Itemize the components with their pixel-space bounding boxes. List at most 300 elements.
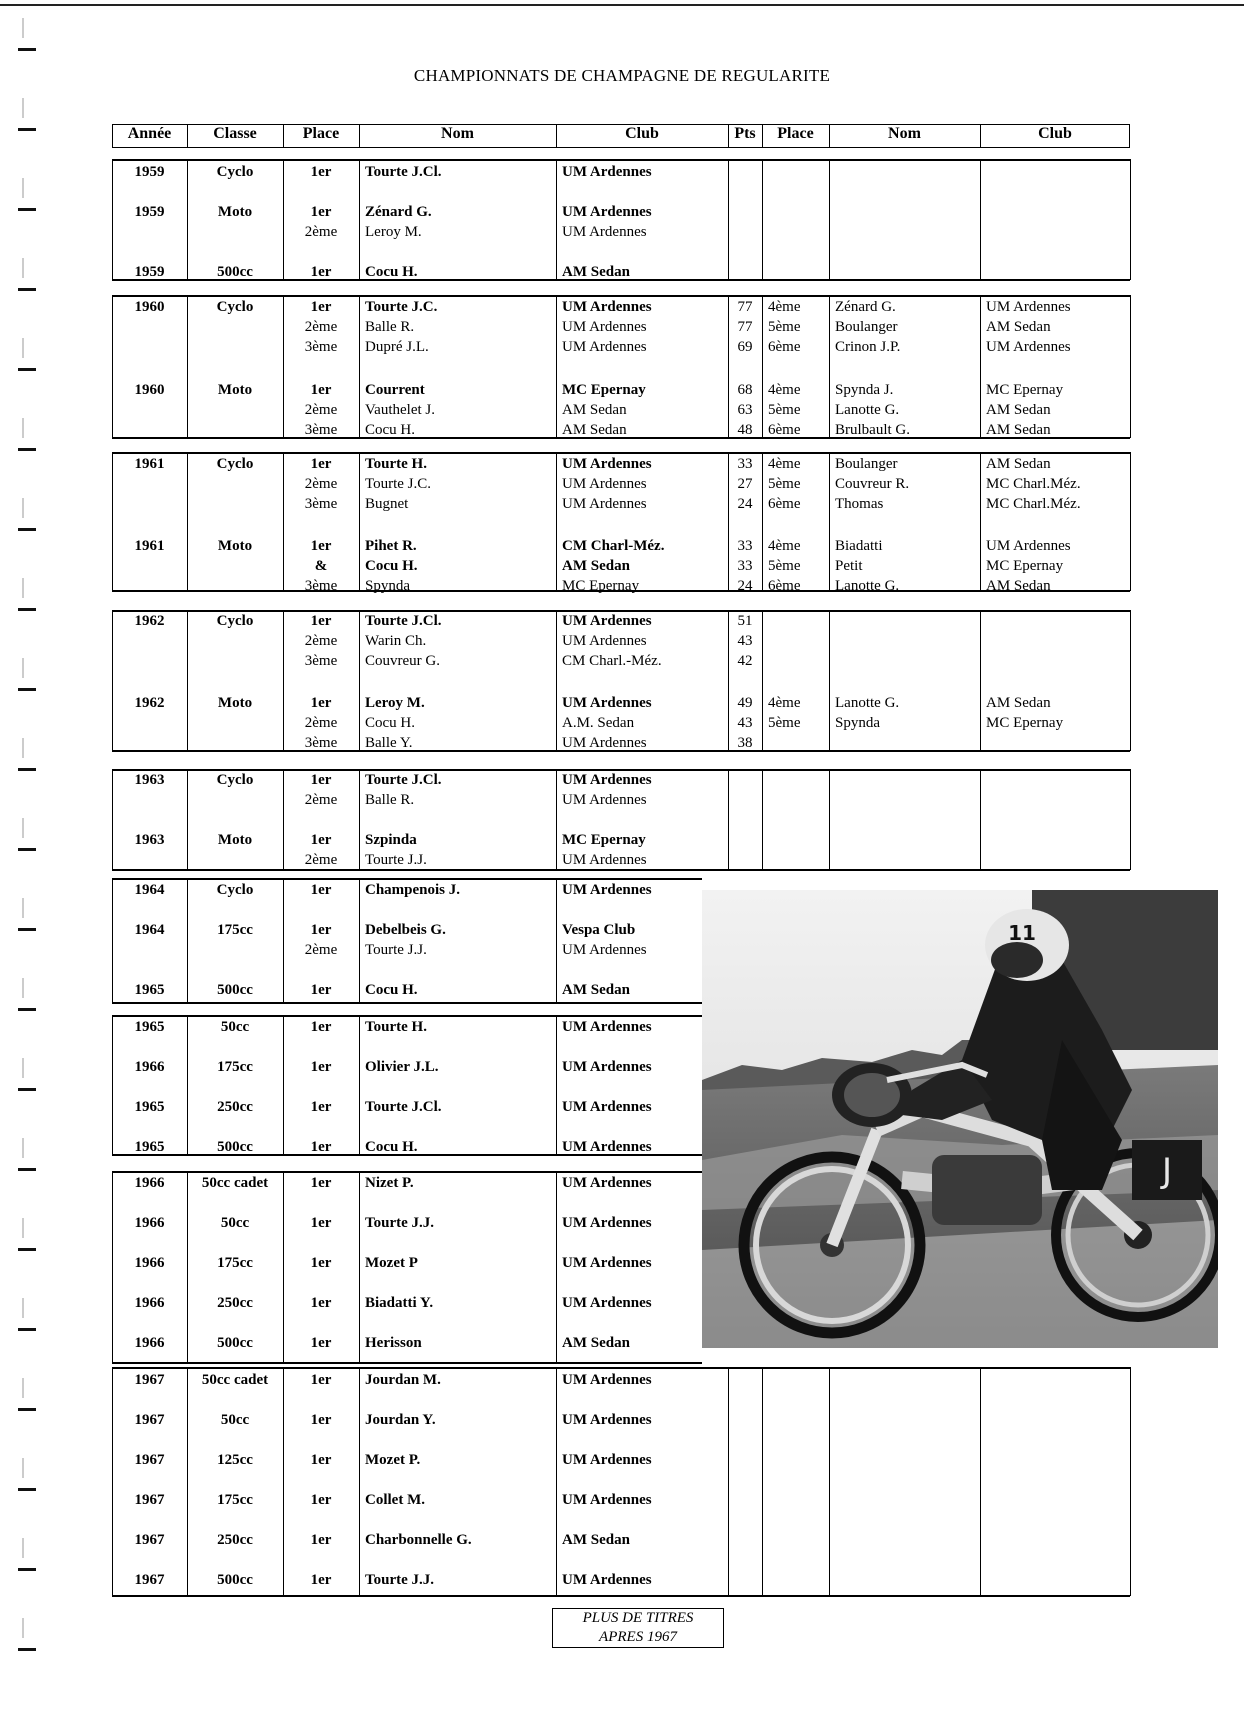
col-divider	[762, 159, 763, 280]
cell-name-2: Spynda	[835, 715, 880, 731]
cell-class: 175cc	[217, 1059, 253, 1075]
cell-name: Bugnet	[365, 496, 409, 512]
group-bottom-border	[112, 1002, 702, 1004]
col-divider	[556, 878, 557, 1003]
cell-year: 1965	[134, 982, 165, 998]
cell-name-2: Boulanger	[835, 319, 898, 335]
cell-place: 1er	[310, 1099, 332, 1115]
cell-place: 3ème	[304, 422, 338, 438]
margin-mark	[18, 688, 36, 691]
cell-class: Moto	[217, 382, 253, 398]
cell-club-2: AM Sedan	[986, 456, 1051, 472]
cell-name: Pihet R.	[365, 538, 417, 554]
margin-tick	[22, 978, 24, 998]
group-left-border	[112, 610, 113, 751]
margin-mark	[18, 448, 36, 451]
margin-tick	[22, 258, 24, 278]
cell-place-2: 5ème	[768, 558, 801, 574]
cell-name: Couvreur G.	[365, 653, 440, 669]
margin-tick	[22, 578, 24, 598]
cell-club: MC Epernay	[562, 832, 646, 848]
cell-place-2: 6ème	[768, 578, 801, 594]
col-divider	[556, 452, 557, 591]
group-top-border	[112, 295, 1130, 297]
cell-place: 2ème	[304, 476, 338, 492]
cell-club: UM Ardennes	[562, 735, 647, 751]
header-4: Club	[625, 125, 659, 142]
group-top-border	[112, 1367, 1130, 1369]
cell-club: UM Ardennes	[562, 1139, 652, 1155]
cell-club: UM Ardennes	[562, 456, 652, 472]
cell-place: 1er	[310, 1452, 332, 1468]
group-bottom-border	[112, 1362, 702, 1364]
cell-place: 1er	[310, 832, 332, 848]
cell-place: 1er	[310, 382, 332, 398]
cell-club-2: MC Epernay	[986, 382, 1064, 398]
cell-name: Tourte H.	[365, 1019, 427, 1035]
cell-name: Jourdan M.	[365, 1372, 441, 1388]
cell-place: 1er	[310, 204, 332, 220]
margin-tick	[22, 418, 24, 438]
cell-place-2: 5ème	[768, 715, 801, 731]
col-divider	[829, 452, 830, 591]
col-divider	[556, 1171, 557, 1363]
cell-class: 50cc	[220, 1019, 250, 1035]
cell-name: Mozet P	[365, 1255, 418, 1271]
col-divider	[728, 159, 729, 280]
cell-club: UM Ardennes	[562, 772, 652, 788]
cell-club-2: AM Sedan	[986, 695, 1051, 711]
group-top-border	[112, 878, 702, 880]
cell-place: 1er	[310, 299, 332, 315]
cell-year: 1963	[134, 772, 165, 788]
cell-place: 1er	[310, 613, 332, 629]
cell-place: 1er	[310, 772, 332, 788]
margin-tick	[22, 98, 24, 118]
cell-name: Cocu H.	[365, 715, 415, 731]
margin-tick	[22, 18, 24, 38]
margin-mark	[18, 288, 36, 291]
note-line-1: PLUS DE TITRES	[582, 1610, 694, 1626]
cell-name-2: Zénard G.	[835, 299, 896, 315]
cell-class: 500cc	[217, 1335, 253, 1351]
col-divider	[556, 295, 557, 438]
margin-mark	[18, 608, 36, 611]
cell-points: 48	[737, 422, 753, 438]
cell-place-2: 5ème	[768, 476, 801, 492]
cell-year: 1967	[134, 1492, 165, 1508]
cell-name: Tourte J.Cl.	[365, 772, 442, 788]
cell-place: 1er	[310, 1412, 332, 1428]
cell-name: Cocu H.	[365, 264, 418, 280]
margin-mark	[18, 128, 36, 131]
cell-club: UM Ardennes	[562, 1295, 652, 1311]
cell-year: 1967	[134, 1452, 165, 1468]
col-divider	[829, 159, 830, 280]
col-divider	[980, 610, 981, 751]
cell-points: 77	[737, 319, 753, 335]
margin-tick	[22, 1378, 24, 1398]
margin-mark	[18, 1008, 36, 1011]
cell-class: 250cc	[217, 1099, 253, 1115]
cell-club: CM Charl.-Méz.	[562, 653, 662, 669]
cell-name: Herisson	[365, 1335, 422, 1351]
header-3: Nom	[441, 125, 474, 142]
cell-name-2: Biadatti	[835, 538, 883, 554]
cell-year: 1966	[134, 1295, 165, 1311]
margin-mark	[18, 928, 36, 931]
margin-tick	[22, 1298, 24, 1318]
cell-place: 1er	[310, 1215, 332, 1231]
cell-name: Leroy M.	[365, 224, 422, 240]
group-right-border	[1130, 1367, 1131, 1596]
cell-name: Spynda	[365, 578, 410, 594]
cell-place: 2ème	[304, 402, 338, 418]
group-right-border	[1130, 452, 1131, 591]
cell-year: 1959	[134, 264, 165, 280]
cell-club-2: UM Ardennes	[986, 538, 1071, 554]
cell-name: Zénard G.	[365, 204, 432, 220]
group-right-border	[1130, 610, 1131, 751]
cell-club: UM Ardennes	[562, 1452, 652, 1468]
cell-place: 1er	[310, 695, 332, 711]
cell-name-2: Boulanger	[835, 456, 898, 472]
cell-year: 1967	[134, 1532, 165, 1548]
cell-club: MC Epernay	[562, 578, 640, 594]
cell-club: UM Ardennes	[562, 792, 647, 808]
cell-place: 2ème	[304, 715, 338, 731]
col-divider	[283, 1367, 284, 1596]
cell-year: 1962	[134, 695, 165, 711]
cell-year: 1961	[134, 456, 165, 472]
cell-class: Moto	[217, 695, 253, 711]
cell-club: UM Ardennes	[562, 1019, 652, 1035]
motorcycle-rider-photo	[702, 890, 1218, 1348]
cell-year: 1961	[134, 538, 165, 554]
cell-points: 42	[737, 653, 753, 669]
cell-club-2: MC Charl.Méz.	[986, 476, 1081, 492]
col-divider	[829, 610, 830, 751]
cell-year: 1959	[134, 164, 165, 180]
cell-class: 175cc	[217, 1255, 253, 1271]
cell-points: 63	[737, 402, 753, 418]
margin-tick	[22, 818, 24, 838]
header-6: Place	[777, 125, 814, 142]
cell-place-2: 6ème	[768, 339, 801, 355]
col-divider	[187, 295, 188, 438]
cell-name-2: Lanotte G.	[835, 695, 900, 711]
cell-place: 1er	[310, 264, 332, 280]
group-top-border	[112, 452, 1130, 454]
cell-place: 1er	[310, 882, 332, 898]
more-titles-note	[552, 1608, 724, 1648]
cell-class: 500cc	[217, 1572, 253, 1588]
cell-club: AM Sedan	[562, 1335, 630, 1351]
cell-points: 38	[737, 735, 753, 751]
cell-club: UM Ardennes	[562, 1255, 652, 1271]
cell-name-2: Lanotte G.	[835, 402, 900, 418]
page-title: CHAMPIONNATS DE CHAMPAGNE DE REGULARITE	[413, 66, 831, 85]
cell-place: 1er	[310, 1059, 332, 1075]
cell-class: 500cc	[217, 264, 253, 280]
cell-club-2: AM Sedan	[986, 578, 1051, 594]
cell-place: 3ème	[304, 496, 338, 512]
cell-place-2: 5ème	[768, 319, 801, 335]
cell-year: 1964	[134, 922, 165, 938]
col-divider	[829, 295, 830, 438]
cell-name: Tourte J.C.	[365, 299, 438, 315]
cell-place: 2ème	[304, 792, 338, 808]
cell-club: UM Ardennes	[562, 1175, 652, 1191]
col-divider	[359, 769, 360, 870]
group-bottom-border	[112, 869, 1130, 871]
cell-class: 50cc	[220, 1412, 250, 1428]
cell-place: 2ème	[304, 942, 338, 958]
cell-points: 43	[737, 633, 753, 649]
cell-name: Cocu H.	[365, 422, 415, 438]
group-top-border	[112, 1015, 702, 1017]
margin-mark	[18, 48, 36, 51]
cell-name: Cocu H.	[365, 1139, 418, 1155]
margin-mark	[18, 368, 36, 371]
cell-place-2: 4ème	[768, 299, 801, 315]
margin-mark	[18, 1408, 36, 1411]
cell-points: 33	[737, 456, 753, 472]
cell-year: 1967	[134, 1372, 165, 1388]
cell-year: 1965	[134, 1099, 165, 1115]
col-divider	[762, 610, 763, 751]
col-divider	[556, 1015, 557, 1155]
cell-name: Charbonnelle G.	[365, 1532, 472, 1548]
cell-name: Courrent	[365, 382, 425, 398]
col-divider	[762, 769, 763, 870]
cell-class: 175cc	[217, 1492, 253, 1508]
cell-club: A.M. Sedan	[562, 715, 635, 731]
cell-name: Balle Y.	[365, 735, 413, 751]
margin-mark	[18, 1648, 36, 1651]
cell-club: UM Ardennes	[562, 613, 652, 629]
col-divider	[187, 610, 188, 751]
cell-points: 68	[737, 382, 753, 398]
cell-name: Dupré J.L.	[365, 339, 429, 355]
photo-plate-number: J	[1161, 1151, 1173, 1191]
cell-year: 1965	[134, 1019, 165, 1035]
cell-club: UM Ardennes	[562, 882, 652, 898]
col-divider	[359, 159, 360, 280]
col-divider	[359, 1367, 360, 1596]
col-divider	[980, 1367, 981, 1596]
cell-place: 1er	[310, 1372, 332, 1388]
cell-class: Moto	[217, 538, 253, 554]
cell-name: Cocu H.	[365, 558, 418, 574]
cell-year: 1960	[134, 299, 165, 315]
cell-class: 250cc	[217, 1532, 253, 1548]
group-right-border	[1130, 159, 1131, 280]
note-line-2: APRES 1967	[599, 1629, 677, 1645]
cell-year: 1960	[134, 382, 165, 398]
cell-club-2: AM Sedan	[986, 402, 1051, 418]
col-divider	[359, 878, 360, 1003]
margin-mark	[18, 1488, 36, 1491]
cell-name-2: Spynda J.	[835, 382, 894, 398]
cell-year: 1963	[134, 832, 165, 848]
cell-class: 50cc cadet	[201, 1372, 269, 1388]
cell-name-2: Lanotte G.	[835, 578, 900, 594]
cell-points: 51	[737, 613, 753, 629]
cell-place: 1er	[310, 1532, 332, 1548]
cell-class: 50cc cadet	[201, 1175, 269, 1191]
cell-year: 1959	[134, 204, 165, 220]
cell-name: Collet M.	[365, 1492, 425, 1508]
cell-club: UM Ardennes	[562, 224, 647, 240]
col-divider	[728, 1367, 729, 1596]
cell-points: 24	[737, 578, 753, 594]
col-divider	[556, 769, 557, 870]
col-divider	[359, 452, 360, 591]
margin-tick	[22, 1538, 24, 1558]
cell-points: 69	[737, 339, 753, 355]
col-divider	[556, 1367, 557, 1596]
header-1: Classe	[213, 125, 257, 142]
cell-year: 1967	[134, 1412, 165, 1428]
cell-name: Leroy M.	[365, 695, 425, 711]
cell-class: 50cc	[220, 1215, 250, 1231]
margin-mark	[18, 1328, 36, 1331]
cell-name-2: Brulbault G.	[835, 422, 910, 438]
cell-class: 500cc	[217, 1139, 253, 1155]
cell-place-2: 4ème	[768, 456, 801, 472]
margin-tick	[22, 658, 24, 678]
photo-svg	[702, 890, 1218, 1348]
cell-club: AM Sedan	[562, 1532, 630, 1548]
margin-tick	[22, 1138, 24, 1158]
cell-place: &	[314, 558, 328, 574]
group-right-border	[1130, 769, 1131, 870]
cell-club-2: UM Ardennes	[986, 339, 1071, 355]
photo-helmet-number: 11	[1008, 921, 1036, 945]
cell-year: 1965	[134, 1139, 165, 1155]
margin-mark	[18, 1568, 36, 1571]
col-divider	[187, 1367, 188, 1596]
cell-year: 1966	[134, 1175, 165, 1191]
cell-class: Cyclo	[216, 299, 254, 315]
cell-club: UM Ardennes	[562, 496, 647, 512]
margin-tick	[22, 1618, 24, 1638]
header-5: Pts	[734, 125, 756, 142]
cell-place: 1er	[310, 1492, 332, 1508]
margin-mark	[18, 1088, 36, 1091]
cell-class: 125cc	[217, 1452, 253, 1468]
cell-name: Balle R.	[365, 792, 415, 808]
margin-mark	[18, 1168, 36, 1171]
cell-place-2: 4ème	[768, 538, 801, 554]
cell-club: UM Ardennes	[562, 1372, 652, 1388]
group-left-border	[112, 1367, 113, 1596]
cell-place: 1er	[310, 1335, 332, 1351]
col-divider	[762, 1367, 763, 1596]
cell-place: 3ème	[304, 339, 338, 355]
cell-place: 2ème	[304, 319, 338, 335]
group-right-border	[1130, 295, 1131, 438]
margin-mark	[18, 848, 36, 851]
cell-place: 3ème	[304, 735, 338, 751]
col-divider	[980, 295, 981, 438]
cell-points: 27	[737, 476, 753, 492]
cell-name: Tourte J.C.	[365, 476, 432, 492]
group-top-border	[112, 159, 1130, 161]
cell-class: 175cc	[217, 922, 253, 938]
cell-club: Vespa Club	[562, 922, 636, 938]
cell-place: 2ème	[304, 224, 338, 240]
margin-mark	[18, 1248, 36, 1251]
cell-name: Tourte H.	[365, 456, 427, 472]
cell-name: Debelbeis G.	[365, 922, 446, 938]
margin-mark	[18, 208, 36, 211]
cell-class: 500cc	[217, 982, 253, 998]
top-border-line	[0, 4, 1244, 6]
cell-name: Tourte J.J.	[365, 1572, 435, 1588]
cell-class: Moto	[217, 832, 253, 848]
cell-club: UM Ardennes	[562, 476, 647, 492]
margin-tick	[22, 738, 24, 758]
cell-name: Tourte J.J.	[365, 942, 427, 958]
cell-place: 1er	[310, 922, 332, 938]
cell-place-2: 6ème	[768, 496, 801, 512]
cell-name: Tourte J.Cl.	[365, 1099, 442, 1115]
col-divider	[187, 1015, 188, 1155]
cell-club: AM Sedan	[562, 558, 630, 574]
header-8: Club	[1038, 125, 1072, 142]
cell-name: Tourte J.J.	[365, 852, 427, 868]
cell-club: UM Ardennes	[562, 299, 652, 315]
cell-class: Cyclo	[216, 772, 254, 788]
cell-name: Biadatti Y.	[365, 1295, 434, 1311]
cell-club: UM Ardennes	[562, 339, 647, 355]
cell-club: AM Sedan	[562, 422, 627, 438]
margin-tick	[22, 898, 24, 918]
cell-place-2: 4ème	[768, 382, 801, 398]
cell-club-2: AM Sedan	[986, 422, 1051, 438]
cell-class: Cyclo	[216, 456, 254, 472]
cell-place: 2ème	[304, 852, 338, 868]
cell-name: Mozet P.	[365, 1452, 421, 1468]
cell-club: UM Ardennes	[562, 204, 652, 220]
cell-year: 1966	[134, 1059, 165, 1075]
margin-tick	[22, 178, 24, 198]
cell-name: Olivier J.L.	[365, 1059, 439, 1075]
group-top-border	[112, 1171, 702, 1173]
cell-place: 1er	[310, 1572, 332, 1588]
cell-club: UM Ardennes	[562, 942, 647, 958]
cell-place: 3ème	[304, 578, 338, 594]
cell-club: UM Ardennes	[562, 852, 647, 868]
group-left-border	[112, 1015, 113, 1155]
cell-points: 24	[737, 496, 753, 512]
cell-points: 43	[737, 715, 753, 731]
cell-place: 1er	[310, 1139, 332, 1155]
header-7: Nom	[888, 125, 921, 142]
cell-club: AM Sedan	[562, 982, 630, 998]
col-divider	[980, 452, 981, 591]
cell-club: UM Ardennes	[562, 164, 652, 180]
cell-club: UM Ardennes	[562, 695, 652, 711]
cell-points: 77	[737, 299, 753, 315]
cell-place: 3ème	[304, 653, 338, 669]
group-left-border	[112, 295, 113, 438]
cell-name: Szpinda	[365, 832, 417, 848]
cell-name: Nizet P.	[365, 1175, 414, 1191]
col-divider	[728, 769, 729, 870]
